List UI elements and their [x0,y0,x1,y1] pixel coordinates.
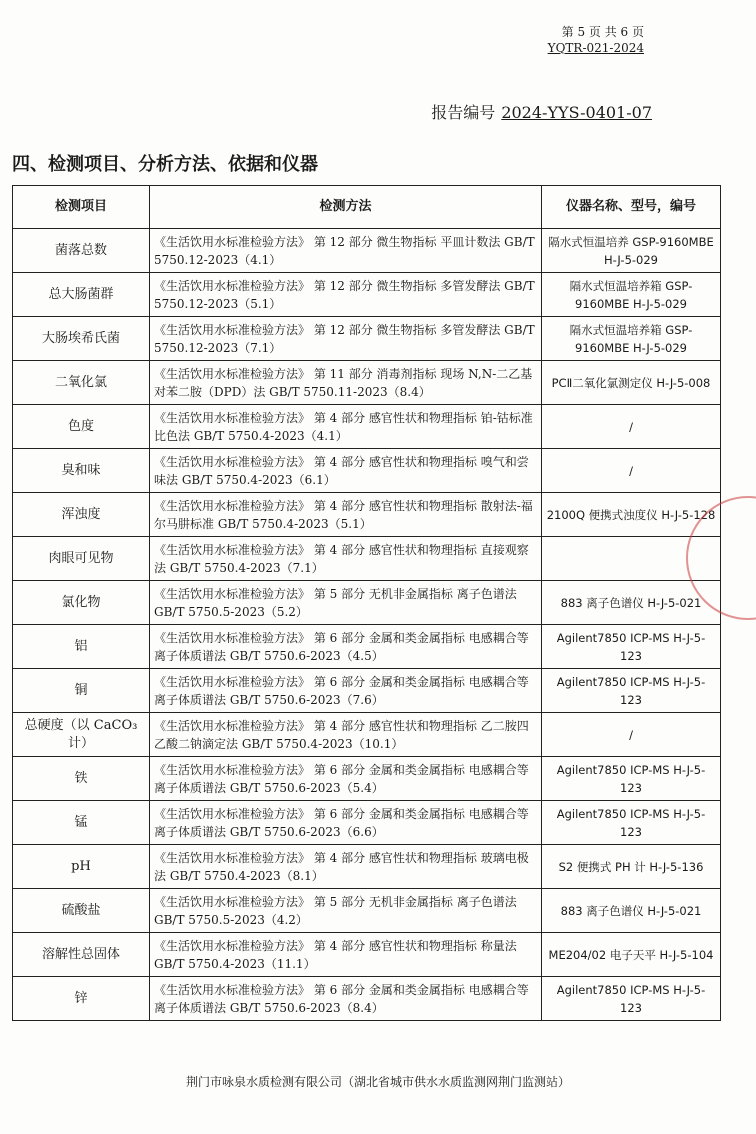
report-number-line [431,100,652,123]
form-code: YQTR-021-2024 [547,41,644,55]
item-cell: 大肠埃希氏菌 [13,317,150,361]
page-info [548,24,644,56]
column-header-item: 检测项目 [13,186,150,229]
table-row [13,405,721,449]
report-number-label: 报告编号 [431,103,496,122]
method-cell: 《生活饮用水标准检验方法》 第 6 部分 金属和类金属指标 电感耦合等离子体质谱法 GB/T 5750.6-2023（5.4） [150,757,542,801]
table-row [13,273,721,317]
item-cell: pH [13,845,150,889]
column-header-instrument: 仪器名称、型号，编号 [542,186,721,229]
item-cell: 臭和味 [13,449,150,493]
inst-cell: Agilent7850 ICP-MS H-J-5-123 [542,977,721,1021]
method-cell: 《生活饮用水标准检验方法》 第 6 部分 金属和类金属指标 电感耦合等离子体质谱法 GB/T 5750.6-2023（4.5） [150,625,542,669]
method-cell: 《生活饮用水标准检验方法》 第 4 部分 感官性状和物理指标 直接观察法 GB/T 5750.4-2023（7.1） [150,537,542,581]
method-cell: 《生活饮用水标准检验方法》 第 12 部分 微生物指标 多管发酵法 GB/T 5750.12-2023（5.1） [150,273,542,317]
report-number: 2024-YYS-0401-07 [501,103,652,122]
item-cell: 锌 [13,977,150,1021]
item-cell: 铝 [13,625,150,669]
inst-cell: / [542,449,721,493]
table-row [13,845,721,889]
table-row [13,229,721,273]
method-cell: 《生活饮用水标准检验方法》 第 12 部分 微生物指标 平皿计数法 GB/T 5750.12-2023（4.1） [150,229,542,273]
inst-cell: 隔水式恒温培养 GSP-9160MBE H-J-5-029 [542,229,721,273]
table-row [13,669,721,713]
table-row [13,625,721,669]
inst-cell: 隔水式恒温培养箱 GSP-9160MBE H-J-5-029 [542,317,721,361]
table-body [13,229,721,1021]
test-items-table [12,185,721,1021]
inst-cell: PCⅡ二氧化氯测定仪 H-J-5-008 [542,361,721,405]
table-row [13,449,721,493]
inst-cell: Agilent7850 ICP-MS H-J-5-123 [542,669,721,713]
item-cell: 色度 [13,405,150,449]
table-row [13,713,721,757]
item-cell: 锰 [13,801,150,845]
item-cell: 氯化物 [13,581,150,625]
inst-cell: S2 便携式 PH 计 H-J-5-136 [542,845,721,889]
item-cell: 铜 [13,669,150,713]
table-header-row [13,186,721,229]
item-cell: 肉眼可见物 [13,537,150,581]
table-row [13,317,721,361]
inst-cell: Agilent7850 ICP-MS H-J-5-123 [542,801,721,845]
table-row [13,801,721,845]
inst-cell [542,537,721,581]
item-cell: 溶解性总固体 [13,933,150,977]
inst-cell: 隔水式恒温培养箱 GSP-9160MBE H-J-5-029 [542,273,721,317]
table-row [13,977,721,1021]
inst-cell: / [542,405,721,449]
method-cell: 《生活饮用水标准检验方法》 第 6 部分 金属和类金属指标 电感耦合等离子体质谱法 GB/T 5750.6-2023（6.6） [150,801,542,845]
item-cell: 总大肠菌群 [13,273,150,317]
method-cell: 《生活饮用水标准检验方法》 第 4 部分 感官性状和物理指标 嗅气和尝味法 GB/T 5750.4-2023（6.1） [150,449,542,493]
method-cell: 《生活饮用水标准检验方法》 第 4 部分 感官性状和物理指标 铂-钴标准比色法 GB/T 5750.4-2023（4.1） [150,405,542,449]
inst-cell: 883 离子色谱仪 H-J-5-021 [542,581,721,625]
method-cell: 《生活饮用水标准检验方法》 第 4 部分 感官性状和物理指标 乙二胺四乙酸二钠滴定法 GB/T 5750.4-2023（10.1） [150,713,542,757]
method-cell: 《生活饮用水标准检验方法》 第 6 部分 金属和类金属指标 电感耦合等离子体质谱法 GB/T 5750.6-2023（7.6） [150,669,542,713]
method-cell: 《生活饮用水标准检验方法》 第 5 部分 无机非金属指标 离子色谱法 GB/T 5750.5-2023（5.2） [150,581,542,625]
method-cell: 《生活饮用水标准检验方法》 第 4 部分 感官性状和物理指标 玻璃电极法 GB/T 5750.4-2023（8.1） [150,845,542,889]
item-cell: 总硬度（以 CaCO₃ 计） [13,713,150,757]
inst-cell: ME204/02 电子天平 H-J-5-104 [542,933,721,977]
method-cell: 《生活饮用水标准检验方法》 第 4 部分 感官性状和物理指标 散射法-福尔马肼标准 GB/T 5750.4-2023（5.1） [150,493,542,537]
table-row [13,537,721,581]
method-cell: 《生活饮用水标准检验方法》 第 11 部分 消毒剂指标 现场 N,N-二乙基对苯二胺（DPD）法 GB/T 5750.11-2023（8.4） [150,361,542,405]
method-cell: 《生活饮用水标准检验方法》 第 4 部分 感官性状和物理指标 称量法 GB/T 5750.4-2023（11.1） [150,933,542,977]
table-row [13,889,721,933]
table-row [13,933,721,977]
footer-company: 荆门市咏泉水质检测有限公司（湖北省城市供水水质监测网荆门监测站） [185,1075,570,1089]
item-cell: 硫酸盐 [13,889,150,933]
table-row [13,493,721,537]
column-header-method: 检测方法 [150,186,542,229]
section-title: 四、检测项目、分析方法、依据和仪器 [12,154,318,175]
method-cell: 《生活饮用水标准检验方法》 第 5 部分 无机非金属指标 离子色谱法 GB/T 5750.5-2023（4.2） [150,889,542,933]
item-cell: 浑浊度 [13,493,150,537]
method-cell: 《生活饮用水标准检验方法》 第 6 部分 金属和类金属指标 电感耦合等离子体质谱法 GB/T 5750.6-2023（8.4） [150,977,542,1021]
inst-cell: Agilent7850 ICP-MS H-J-5-123 [542,625,721,669]
table-row [13,581,721,625]
table-row [13,757,721,801]
table-row [13,361,721,405]
page-number: 第 5 页 共 6 页 [561,25,644,39]
item-cell: 二氧化氯 [13,361,150,405]
inst-cell: 2100Q 便携式浊度仪 H-J-5-128 [542,493,721,537]
item-cell: 铁 [13,757,150,801]
inst-cell: 883 离子色谱仪 H-J-5-021 [542,889,721,933]
item-cell: 菌落总数 [13,229,150,273]
method-cell: 《生活饮用水标准检验方法》 第 12 部分 微生物指标 多管发酵法 GB/T 5750.12-2023（7.1） [150,317,542,361]
inst-cell: / [542,713,721,757]
inst-cell: Agilent7850 ICP-MS H-J-5-123 [542,757,721,801]
